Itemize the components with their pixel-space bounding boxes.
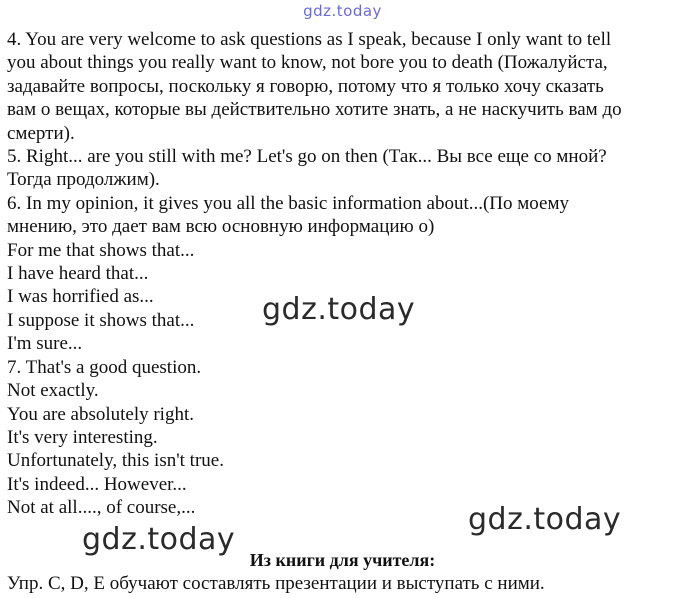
text-line: I have heard that... xyxy=(7,263,149,285)
watermark: gdz.today xyxy=(82,522,236,557)
section-heading: Из книги для учителя: xyxy=(249,550,436,570)
text-line: 7. That's a good question. xyxy=(7,356,202,378)
text-line: смерти). xyxy=(7,122,75,144)
text-line: I'm sure... xyxy=(7,333,83,355)
exercise-note: Упр. С, D, Е обучают составлять презентации и выступать с ними. xyxy=(7,573,545,594)
text-line: you about things you really want to know, not bore you to death (Пожалуйста, xyxy=(7,52,608,74)
text-line: Not exactly. xyxy=(7,380,99,402)
text-line: 4. You are very welcome to ask questions as I speak, because I only want to tell xyxy=(7,29,612,50)
text-line: You are absolutely right. xyxy=(7,403,194,425)
text-line: 6. In my opinion, it gives you all the basic information about...(По моему xyxy=(7,192,569,214)
text-line: вам о вещах, которые вы действительно хотите знать, а не наскучить вам до xyxy=(7,99,622,121)
text-line: Unfortunately, this isn't true. xyxy=(7,450,224,472)
header-watermark: gdz.today xyxy=(303,2,382,20)
watermark: gdz.today xyxy=(468,502,622,537)
text-line: Not at all...., of course,... xyxy=(7,497,196,519)
text-line: It's indeed... However... xyxy=(7,473,187,495)
text-line: It's very interesting. xyxy=(7,426,158,448)
document-body xyxy=(7,28,679,520)
text-line: I suppose it shows that... xyxy=(7,309,195,331)
watermark: gdz.today xyxy=(262,292,416,327)
text-line: задавайте вопросы, поскольку я говорю, потому что я только хочу сказать xyxy=(7,75,604,97)
text-line: мнению, это дает вам всю основную информацию о) xyxy=(7,216,435,238)
text-line: Тогда продолжим). xyxy=(7,169,160,191)
text-line: For me that shows that... xyxy=(7,239,195,261)
text-line: I was horrified as... xyxy=(7,286,154,308)
text-line: 5. Right... are you still with me? Let's go on then (Так... Вы все еще со мной? xyxy=(7,146,607,168)
